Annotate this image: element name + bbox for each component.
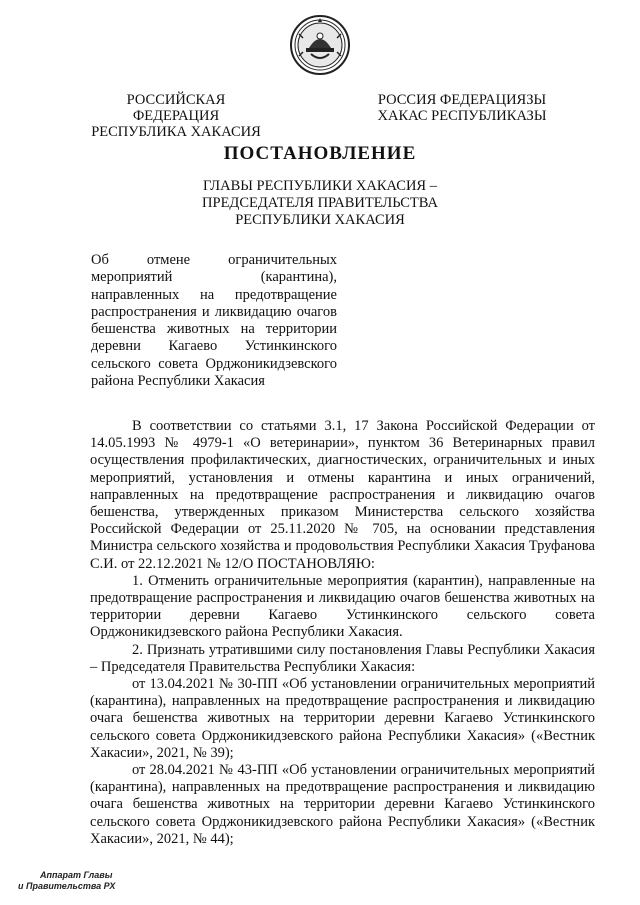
header-left-line1: РОССИЙСКАЯ ФЕДЕРАЦИЯ: [126, 92, 226, 124]
header-left-line2: РЕСПУБЛИКА ХАКАСИЯ: [91, 124, 261, 140]
document-body: [90, 418, 595, 848]
body-paragraph: от 28.04.2021 № 43-ПП «Об установлении ограничительных мероприятий (карантина), направленных на предотвращение распространения и ликвидацию очага бешенства животных на территории деревни Кагаево Устинкинского сельского совета Орджоникидзевского района Республики Хакасия» («Вестник Хакасии», 2021, № 44);: [90, 762, 595, 847]
body-paragraph: 2. Признать утратившими силу постановления Главы Республики Хакасия – Председателя Правительства Республики Хакасия:: [90, 641, 595, 675]
header-right-line2: ХАКАС РЕСПУБЛИКАЗЫ: [377, 108, 547, 124]
footer-stamp-line1: Аппарат Главы: [40, 870, 113, 880]
subtitle-line1: ГЛАВЫ РЕСПУБЛИКИ ХАКАСИЯ –: [203, 178, 437, 194]
subtitle-line3: РЕСПУБЛИКИ ХАКАСИЯ: [235, 212, 405, 228]
header-right: [374, 92, 550, 124]
header-left: [86, 92, 266, 140]
body-paragraph: 1. Отменить ограничительные мероприятия (карантин), направленные на предотвращение распространения и ликвидацию очагов бешенства животных на территории деревни Кагаево Устинкинского сельского совета Орджоникидзевского района Республики Хакасия.: [90, 572, 595, 641]
coat-of-arms-icon: [289, 14, 351, 76]
document-subject: Об отмене ограничительных мероприятий (карантина), направленных на предотвращение распространения и ликвидацию очагов бешенства животных на территории деревни Кагаево Устинкинского сельского совета Орджоникидзевского района Республики Хакасия: [91, 252, 337, 390]
body-paragraph: В соответствии со статьями 3.1, 17 Закона Российской Федерации от 14.05.1993 № 4979-1 «О ветеринарии», пунктом 36 Ветеринарных правил осуществления профилактических, диагностических, ограничительных и иных мероприятий, установления и отмены карантина и иных ограничений, направленных на предотвращение распространения и ликвидацию очагов бешенства, утвержденных приказом Министерства сельского хозяйства Российской Федерации от 25.11.2020 № 705, на основании представления Министра сельского хозяйства и продовольствия Республики Хакасия Труфанова С.И. от 22.12.2021 № 12/О ПОСТАНОВЛЯЮ:: [90, 418, 595, 572]
header-right-line1: РОССИЯ ФЕДЕРАЦИЯЗЫ: [377, 92, 547, 108]
footer-stamp: [18, 870, 138, 892]
footer-stamp-line2: и Правительства РХ: [18, 881, 116, 891]
document-title: ПОСТАНОВЛЕНИЕ: [223, 143, 417, 164]
document-subtitle: [160, 178, 480, 229]
body-paragraph: от 13.04.2021 № 30-ПП «Об установлении ограничительных мероприятий (карантина), направленных на предотвращение распространения и ликвидацию очага бешенства животных на территории деревни Кагаево Устинкинского сельского совета Орджоникидзевского района Республики Хакасия» («Вестник Хакасии», 2021, № 39);: [90, 676, 595, 761]
subtitle-line2: ПРЕДСЕДАТЕЛЯ ПРАВИТЕЛЬСТВА: [202, 195, 438, 211]
